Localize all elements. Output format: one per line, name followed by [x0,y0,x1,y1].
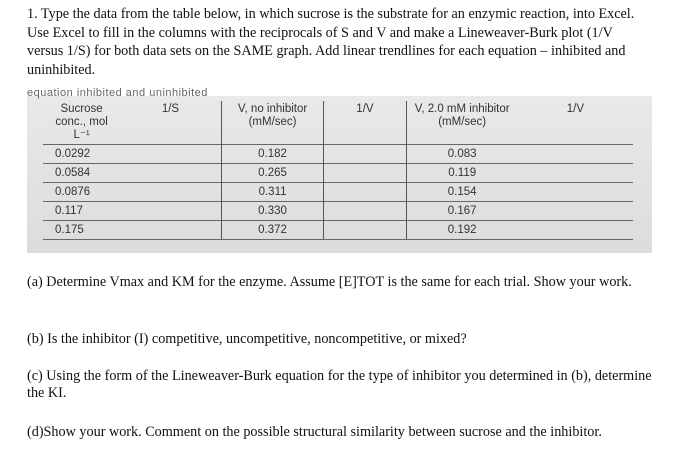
cell-inv-s [120,183,221,202]
cell-inv-s [120,145,221,164]
problem-intro: 1. Type the data from the table below, in which sucrose is the substrate for an enzymic reaction, into Excel. Use Excel to fill in the columns with the reciprocals of S and V and make a Lineweaver-Burk plot (1/V versus 1/S) for both data sets on the SAME graph. Add linear trendlines for each equation – inhibited and uninhibited. [27,6,635,78]
cell-inv-v-no-inhibitor [324,145,406,164]
question-d: (d)Show your work. Comment on the possible structural similarity between sucrose and the inhibitor. [27,424,602,440]
question-b: (b) Is the inhibitor (I) competitive, uncompetitive, noncompetitive, or mixed? [27,331,467,347]
cell-inv-v-no-inhibitor [324,164,406,183]
cell-v-no-inhibitor: 0.372 [221,221,324,240]
cell-v-inhibitor: 0.083 [406,145,518,164]
data-table-image [27,87,652,253]
cell-v-no-inhibitor: 0.182 [221,145,324,164]
table-row [43,221,633,240]
cell-v-no-inhibitor: 0.265 [221,164,324,183]
header-sucrose: Sucrose conc., mol L⁻¹ [55,103,108,141]
cell-inv-v-inhibitor [518,164,633,183]
header-inv-s: 1/S [120,101,221,145]
cell-v-inhibitor: 0.192 [406,221,518,240]
cell-inv-s [120,164,221,183]
cell-inv-v-inhibitor [518,221,633,240]
cell-inv-v-inhibitor [518,202,633,221]
cell-inv-v-no-inhibitor [324,183,406,202]
cell-inv-v-inhibitor [518,145,633,164]
cell-inv-s [120,221,221,240]
data-table [43,101,633,240]
table-cutoff-text: equation inhibited and uninhibited [27,87,208,99]
cell-v-no-inhibitor: 0.311 [221,183,324,202]
cell-inv-v-no-inhibitor [324,221,406,240]
header-v-inhibitor: V, 2.0 mM inhibitor (mM/sec) [414,103,510,128]
cell-v-inhibitor: 0.154 [406,183,518,202]
cell-sucrose: 0.0292 [43,145,120,164]
table-row [43,202,633,221]
cell-sucrose: 0.0584 [43,164,120,183]
header-inv-v-inhibitor: 1/V [566,103,585,115]
question-a: (a) Determine Vmax and KM for the enzyme. Assume [E]TOT is the same for each trial. Show your work. [27,274,632,290]
table-row [43,183,633,202]
cell-v-no-inhibitor: 0.330 [221,202,324,221]
cell-inv-s [120,202,221,221]
cell-inv-v-no-inhibitor [324,202,406,221]
table-header-row [43,101,633,145]
question-c: (c) Using the form of the Lineweaver-Burk equation for the type of inhibitor you determined in (b), determine the KI. [27,368,652,401]
cell-sucrose: 0.175 [43,221,120,240]
table-row [43,145,633,164]
header-v-no-inhibitor: V, no inhibitor (mM/sec) [221,101,324,145]
cell-sucrose: 0.117 [43,202,120,221]
table-row [43,164,633,183]
cell-inv-v-inhibitor [518,183,633,202]
cell-v-inhibitor: 0.119 [406,164,518,183]
header-inv-v-no-inhibitor: 1/V [324,101,406,145]
cell-sucrose: 0.0876 [43,183,120,202]
cell-v-inhibitor: 0.167 [406,202,518,221]
